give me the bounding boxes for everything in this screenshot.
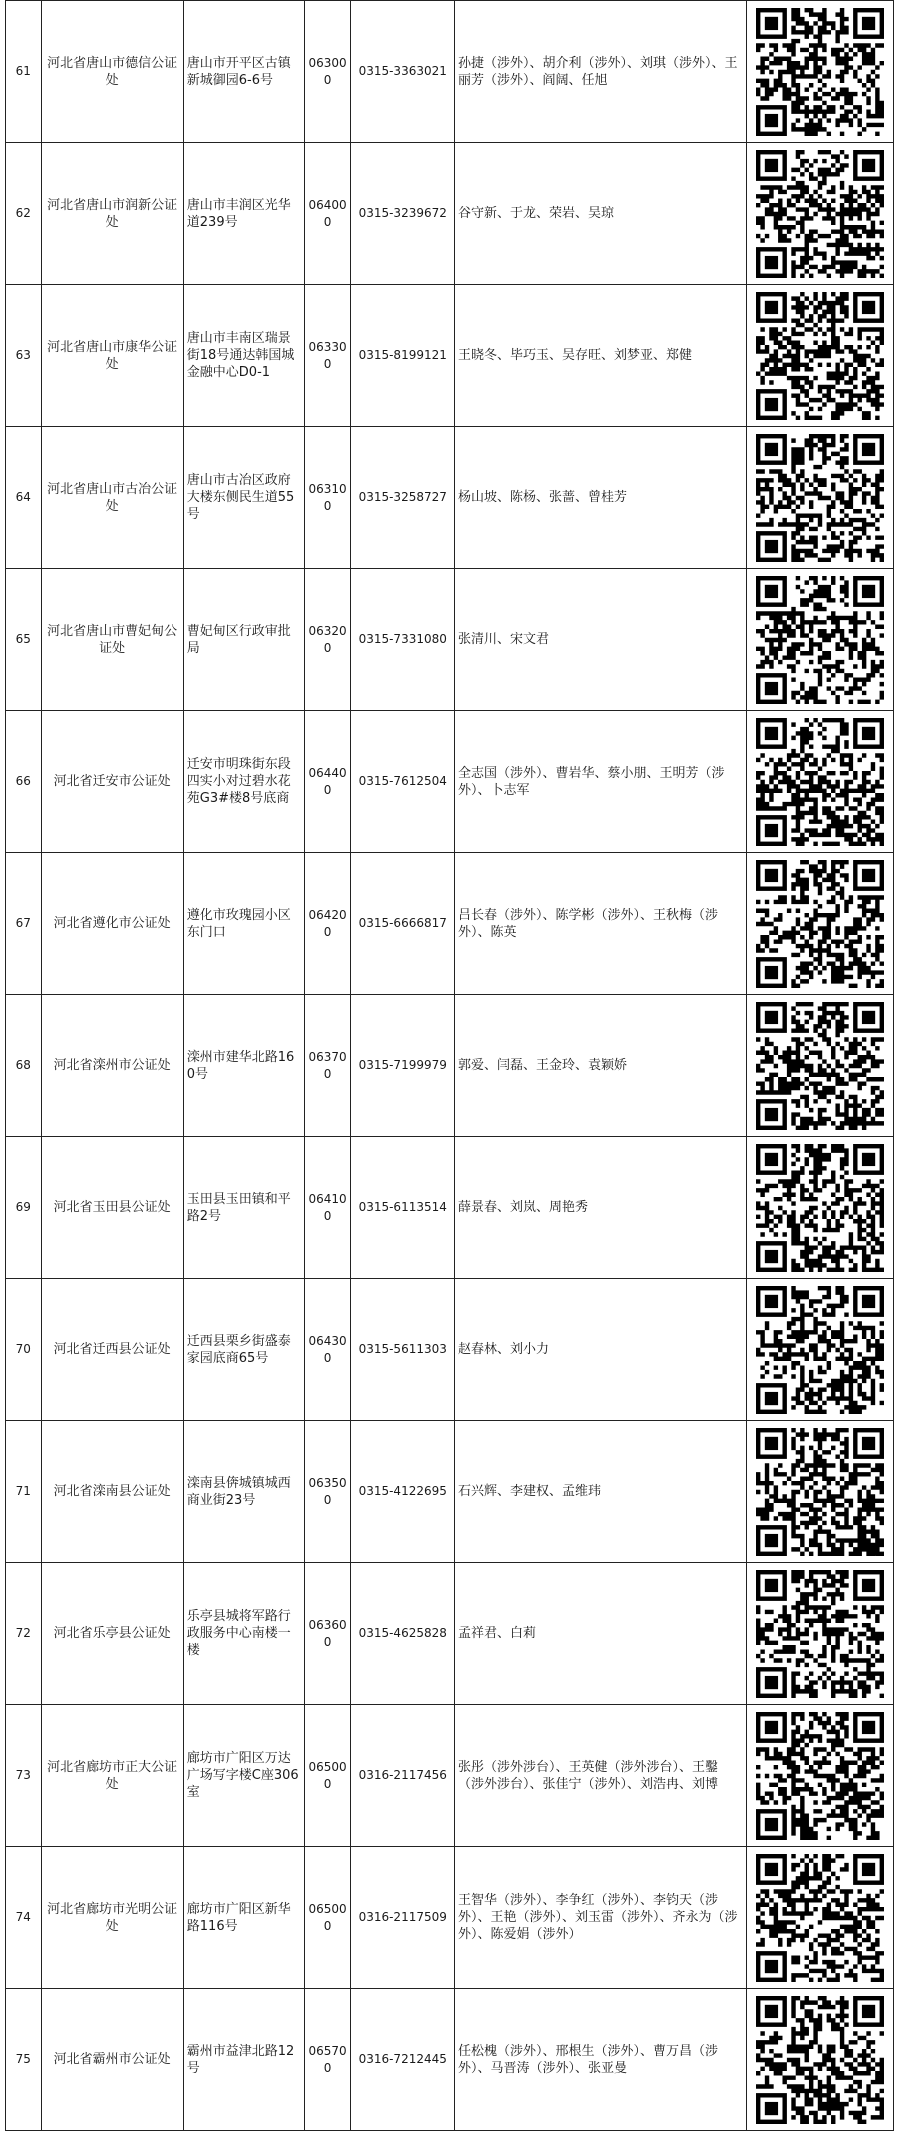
qr-code-cell xyxy=(746,1279,893,1421)
phone-number: 0315-7199979 xyxy=(351,995,455,1137)
office-address: 唐山市丰南区瑞景街18号通达韩国城金融中心D0-1 xyxy=(183,285,304,427)
phone-number: 0315-3239672 xyxy=(351,143,455,285)
qr-code-icon xyxy=(756,1854,884,1982)
office-address: 曹妃甸区行政审批局 xyxy=(183,569,304,711)
table-row xyxy=(6,569,894,711)
office-name: 河北省唐山市润新公证处 xyxy=(41,143,183,285)
table-row xyxy=(6,1,894,143)
qr-code-icon xyxy=(756,1996,884,2124)
table-row xyxy=(6,143,894,285)
postal-code: 063300 xyxy=(304,285,351,427)
office-name: 河北省遵化市公证处 xyxy=(41,853,183,995)
qr-code-cell xyxy=(746,1847,893,1989)
office-address: 迁西县栗乡街盛泰家园底商65号 xyxy=(183,1279,304,1421)
notary-staff-list: 王晓冬、毕巧玉、吴存旺、刘梦亚、郑健 xyxy=(455,285,747,427)
row-number: 74 xyxy=(6,1847,42,1989)
postal-code: 063700 xyxy=(304,995,351,1137)
notary-staff-list: 薛景春、刘岚、周艳秀 xyxy=(455,1137,747,1279)
row-number: 71 xyxy=(6,1421,42,1563)
table-row xyxy=(6,1421,894,1563)
phone-number: 0315-3363021 xyxy=(351,1,455,143)
notary-office-table xyxy=(5,0,894,2131)
office-address: 唐山市丰润区光华道239号 xyxy=(183,143,304,285)
office-address: 廊坊市广阳区万达广场写字楼C座306室 xyxy=(183,1705,304,1847)
postal-code: 065700 xyxy=(304,1989,351,2131)
postal-code: 065000 xyxy=(304,1705,351,1847)
qr-code-icon xyxy=(756,1286,884,1414)
table-row xyxy=(6,427,894,569)
notary-staff-list: 孙捷（涉外）、胡介利（涉外）、刘琪（涉外）、王丽芳（涉外）、阎阔、任旭 xyxy=(455,1,747,143)
office-address: 滦州市建华北路160号 xyxy=(183,995,304,1137)
table-row xyxy=(6,995,894,1137)
table-body xyxy=(6,1,894,2131)
qr-code-cell xyxy=(746,711,893,853)
office-name: 河北省唐山市康华公证处 xyxy=(41,285,183,427)
row-number: 63 xyxy=(6,285,42,427)
qr-code-cell xyxy=(746,285,893,427)
qr-code-cell xyxy=(746,995,893,1137)
postal-code: 064200 xyxy=(304,853,351,995)
notary-staff-list: 石兴辉、李建权、孟维玮 xyxy=(455,1421,747,1563)
postal-code: 064000 xyxy=(304,143,351,285)
table-row xyxy=(6,853,894,995)
notary-staff-list: 谷守新、于龙、荣岩、吴琼 xyxy=(455,143,747,285)
row-number: 70 xyxy=(6,1279,42,1421)
office-address: 乐亭县城将军路行政服务中心南楼一楼 xyxy=(183,1563,304,1705)
table-row xyxy=(6,1563,894,1705)
qr-code-icon xyxy=(756,718,884,846)
qr-code-icon xyxy=(756,150,884,278)
qr-code-icon xyxy=(756,576,884,704)
postal-code: 064300 xyxy=(304,1279,351,1421)
qr-code-icon xyxy=(756,860,884,988)
notary-staff-list: 赵春林、刘小力 xyxy=(455,1279,747,1421)
notary-staff-list: 王智华（涉外）、李争红（涉外）、李钧天（涉外）、王艳（涉外）、刘玉雷（涉外）、齐永为（涉外）、陈爱娟（涉外） xyxy=(455,1847,747,1989)
qr-code-cell xyxy=(746,143,893,285)
qr-code-icon xyxy=(756,1712,884,1840)
qr-code-icon xyxy=(756,1570,884,1698)
notary-staff-list: 吕长春（涉外）、陈学彬（涉外）、王秋梅（涉外）、陈英 xyxy=(455,853,747,995)
notary-staff-list: 张清川、宋文君 xyxy=(455,569,747,711)
office-address: 唐山市古冶区政府大楼东侧民生道55号 xyxy=(183,427,304,569)
row-number: 69 xyxy=(6,1137,42,1279)
row-number: 66 xyxy=(6,711,42,853)
qr-code-cell xyxy=(746,1421,893,1563)
row-number: 61 xyxy=(6,1,42,143)
notary-staff-list: 任松槐（涉外）、邢根生（涉外）、曹万昌（涉外）、马晋涛（涉外）、张亚曼 xyxy=(455,1989,747,2131)
office-name: 河北省廊坊市正大公证处 xyxy=(41,1705,183,1847)
office-name: 河北省迁安市公证处 xyxy=(41,711,183,853)
notary-staff-list: 张彤（涉外涉台）、王英健（涉外涉台）、王鑿（涉外涉台）、张佳宁（涉外）、刘浩冉、刘博 xyxy=(455,1705,747,1847)
notary-staff-list: 杨山坡、陈杨、张蔷、曾桂芳 xyxy=(455,427,747,569)
postal-code: 064400 xyxy=(304,711,351,853)
row-number: 67 xyxy=(6,853,42,995)
qr-code-cell xyxy=(746,1989,893,2131)
table-row xyxy=(6,711,894,853)
phone-number: 0315-7612504 xyxy=(351,711,455,853)
row-number: 65 xyxy=(6,569,42,711)
phone-number: 0315-4625828 xyxy=(351,1563,455,1705)
notary-staff-list: 全志国（涉外）、曹岩华、蔡小朋、王明芳（涉外）、卜志军 xyxy=(455,711,747,853)
office-address: 遵化市玫瑰园小区东门口 xyxy=(183,853,304,995)
row-number: 73 xyxy=(6,1705,42,1847)
row-number: 64 xyxy=(6,427,42,569)
table-row xyxy=(6,1847,894,1989)
table-row xyxy=(6,1137,894,1279)
phone-number: 0315-8199121 xyxy=(351,285,455,427)
qr-code-icon xyxy=(756,292,884,420)
notary-staff-list: 孟祥君、白莉 xyxy=(455,1563,747,1705)
office-name: 河北省迁西县公证处 xyxy=(41,1279,183,1421)
office-name: 河北省廊坊市光明公证处 xyxy=(41,1847,183,1989)
office-address: 廊坊市广阳区新华路116号 xyxy=(183,1847,304,1989)
postal-code: 063200 xyxy=(304,569,351,711)
office-name: 河北省霸州市公证处 xyxy=(41,1989,183,2131)
postal-code: 063000 xyxy=(304,1,351,143)
phone-number: 0316-2117509 xyxy=(351,1847,455,1989)
office-address: 滦南县倴城镇城西商业街23号 xyxy=(183,1421,304,1563)
qr-code-cell xyxy=(746,1,893,143)
postal-code: 065000 xyxy=(304,1847,351,1989)
qr-code-cell xyxy=(746,1137,893,1279)
table-row xyxy=(6,1279,894,1421)
office-name: 河北省唐山市德信公证处 xyxy=(41,1,183,143)
table-row xyxy=(6,1989,894,2131)
table-row xyxy=(6,1705,894,1847)
phone-number: 0316-7212445 xyxy=(351,1989,455,2131)
qr-code-icon xyxy=(756,1428,884,1556)
row-number: 72 xyxy=(6,1563,42,1705)
postal-code: 063600 xyxy=(304,1563,351,1705)
qr-code-icon xyxy=(756,1002,884,1130)
row-number: 68 xyxy=(6,995,42,1137)
qr-code-cell xyxy=(746,1563,893,1705)
qr-code-cell xyxy=(746,427,893,569)
phone-number: 0316-2117456 xyxy=(351,1705,455,1847)
qr-code-icon xyxy=(756,434,884,562)
phone-number: 0315-4122695 xyxy=(351,1421,455,1563)
qr-code-cell xyxy=(746,853,893,995)
office-address: 唐山市开平区古镇新城御园6-6号 xyxy=(183,1,304,143)
office-address: 霸州市益津北路12号 xyxy=(183,1989,304,2131)
postal-code: 063500 xyxy=(304,1421,351,1563)
phone-number: 0315-6113514 xyxy=(351,1137,455,1279)
row-number: 62 xyxy=(6,143,42,285)
postal-code: 063100 xyxy=(304,427,351,569)
qr-code-icon xyxy=(756,1144,884,1272)
phone-number: 0315-3258727 xyxy=(351,427,455,569)
phone-number: 0315-5611303 xyxy=(351,1279,455,1421)
office-address: 玉田县玉田镇和平路2号 xyxy=(183,1137,304,1279)
office-address: 迁安市明珠街东段四实小对过碧水花苑G3#楼8号底商 xyxy=(183,711,304,853)
notary-staff-list: 郭爱、闫磊、王金玲、袁颖娇 xyxy=(455,995,747,1137)
office-name: 河北省唐山市曹妃甸公证处 xyxy=(41,569,183,711)
table-row xyxy=(6,285,894,427)
phone-number: 0315-6666817 xyxy=(351,853,455,995)
office-name: 河北省滦州市公证处 xyxy=(41,995,183,1137)
office-name: 河北省唐山市古冶公证处 xyxy=(41,427,183,569)
office-name: 河北省乐亭县公证处 xyxy=(41,1563,183,1705)
row-number: 75 xyxy=(6,1989,42,2131)
phone-number: 0315-7331080 xyxy=(351,569,455,711)
office-name: 河北省滦南县公证处 xyxy=(41,1421,183,1563)
qr-code-cell xyxy=(746,1705,893,1847)
postal-code: 064100 xyxy=(304,1137,351,1279)
qr-code-cell xyxy=(746,569,893,711)
qr-code-icon xyxy=(756,8,884,136)
office-name: 河北省玉田县公证处 xyxy=(41,1137,183,1279)
